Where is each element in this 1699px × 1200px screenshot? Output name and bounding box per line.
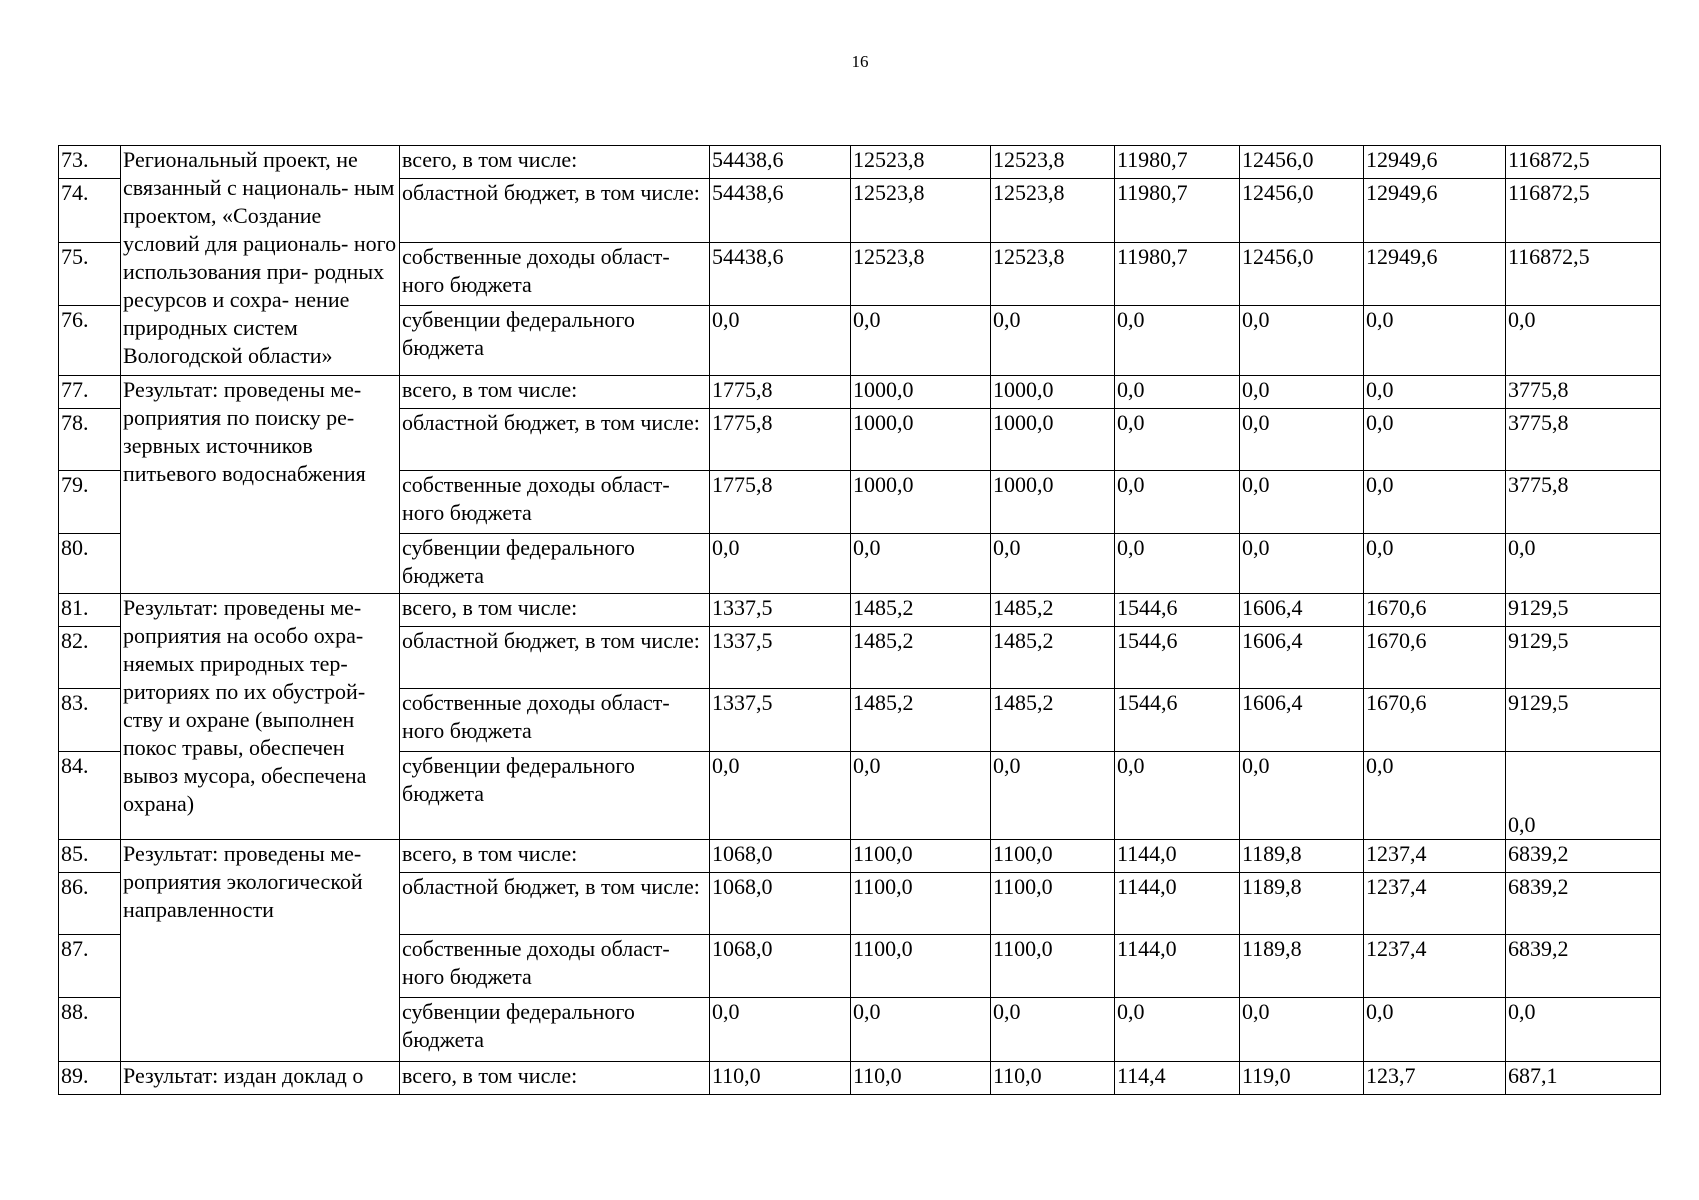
row-number: 85. xyxy=(59,840,121,873)
value-year-3: 0,0 xyxy=(991,534,1115,594)
value-year-1: 1337,5 xyxy=(710,689,851,752)
value-year-4: 1544,6 xyxy=(1115,689,1240,752)
value-year-3: 12523,8 xyxy=(991,179,1115,243)
value-year-5: 119,0 xyxy=(1240,1062,1364,1095)
value-year-4: 1144,0 xyxy=(1115,873,1240,935)
value-year-5: 1606,4 xyxy=(1240,594,1364,627)
value-year-2: 12523,8 xyxy=(851,243,991,306)
value-year-1: 54438,6 xyxy=(710,243,851,306)
value-year-5: 0,0 xyxy=(1240,306,1364,376)
table-row xyxy=(59,840,1661,873)
value-year-3: 110,0 xyxy=(991,1062,1115,1095)
value-total: 6839,2 xyxy=(1506,873,1661,935)
value-year-2: 1485,2 xyxy=(851,627,991,689)
value-year-2: 12523,8 xyxy=(851,146,991,179)
value-year-2: 0,0 xyxy=(851,998,991,1062)
value-year-5: 0,0 xyxy=(1240,998,1364,1062)
value-year-2: 0,0 xyxy=(851,752,991,840)
value-year-5: 0,0 xyxy=(1240,409,1364,471)
value-year-2: 1485,2 xyxy=(851,689,991,752)
value-total: 0,0 xyxy=(1506,998,1661,1062)
value-year-5: 1189,8 xyxy=(1240,935,1364,998)
value-year-4: 1544,6 xyxy=(1115,594,1240,627)
value-total: 9129,5 xyxy=(1506,594,1661,627)
value-year-3: 1100,0 xyxy=(991,873,1115,935)
row-number: 73. xyxy=(59,146,121,179)
value-year-6: 1237,4 xyxy=(1364,935,1506,998)
value-year-1: 1068,0 xyxy=(710,840,851,873)
funding-source: областной бюджет, в том числе: xyxy=(400,179,710,243)
value-total: 687,1 xyxy=(1506,1062,1661,1095)
value-year-5: 12456,0 xyxy=(1240,179,1364,243)
value-total: 6839,2 xyxy=(1506,935,1661,998)
value-year-1: 1775,8 xyxy=(710,471,851,534)
row-number: 79. xyxy=(59,471,121,534)
row-number: 88. xyxy=(59,998,121,1062)
value-year-1: 1068,0 xyxy=(710,935,851,998)
table-body xyxy=(59,146,1661,1095)
value-year-3: 1485,2 xyxy=(991,594,1115,627)
value-year-6: 1670,6 xyxy=(1364,627,1506,689)
row-number: 86. xyxy=(59,873,121,935)
value-year-3: 1000,0 xyxy=(991,409,1115,471)
value-year-1: 0,0 xyxy=(710,752,851,840)
row-number: 74. xyxy=(59,179,121,243)
row-number: 83. xyxy=(59,689,121,752)
value-year-5: 1189,8 xyxy=(1240,840,1364,873)
value-year-6: 0,0 xyxy=(1364,534,1506,594)
row-number: 80. xyxy=(59,534,121,594)
value-total: 0,0 xyxy=(1506,752,1661,840)
value-year-6: 0,0 xyxy=(1364,409,1506,471)
value-total: 6839,2 xyxy=(1506,840,1661,873)
value-year-6: 123,7 xyxy=(1364,1062,1506,1095)
value-total: 116872,5 xyxy=(1506,146,1661,179)
activity-name: Результат: издан доклад о xyxy=(121,1062,400,1095)
funding-source: всего, в том числе: xyxy=(400,376,710,409)
value-year-1: 1337,5 xyxy=(710,627,851,689)
value-year-4: 0,0 xyxy=(1115,306,1240,376)
value-year-6: 12949,6 xyxy=(1364,146,1506,179)
row-number: 84. xyxy=(59,752,121,840)
value-year-6: 0,0 xyxy=(1364,998,1506,1062)
funding-source: всего, в том числе: xyxy=(400,146,710,179)
value-year-1: 110,0 xyxy=(710,1062,851,1095)
value-year-5: 0,0 xyxy=(1240,471,1364,534)
value-year-4: 1144,0 xyxy=(1115,840,1240,873)
value-year-6: 0,0 xyxy=(1364,376,1506,409)
value-year-3: 12523,8 xyxy=(991,146,1115,179)
value-year-4: 1144,0 xyxy=(1115,935,1240,998)
row-number: 87. xyxy=(59,935,121,998)
value-year-6: 0,0 xyxy=(1364,752,1506,840)
value-total: 116872,5 xyxy=(1506,243,1661,306)
value-year-5: 0,0 xyxy=(1240,376,1364,409)
value-year-2: 1000,0 xyxy=(851,376,991,409)
value-year-2: 1000,0 xyxy=(851,409,991,471)
value-year-5: 1606,4 xyxy=(1240,689,1364,752)
funding-source: областной бюджет, в том числе: xyxy=(400,873,710,935)
value-total: 9129,5 xyxy=(1506,627,1661,689)
funding-source: собственные доходы област- ного бюджета xyxy=(400,243,710,306)
value-year-3: 0,0 xyxy=(991,998,1115,1062)
row-number: 78. xyxy=(59,409,121,471)
value-year-1: 1068,0 xyxy=(710,873,851,935)
activity-name: Результат: проведены ме- роприятия экологической направленности xyxy=(121,840,400,1062)
value-year-5: 0,0 xyxy=(1240,534,1364,594)
value-year-4: 0,0 xyxy=(1115,752,1240,840)
value-year-2: 1100,0 xyxy=(851,873,991,935)
value-year-6: 0,0 xyxy=(1364,471,1506,534)
value-year-1: 54438,6 xyxy=(710,179,851,243)
value-year-5: 1189,8 xyxy=(1240,873,1364,935)
value-total: 3775,8 xyxy=(1506,471,1661,534)
value-year-4: 114,4 xyxy=(1115,1062,1240,1095)
page-number: 16 xyxy=(851,52,869,71)
activity-name: Результат: проведены ме- роприятия по поиску ре- зервных источников питьевого водоснабжения xyxy=(121,376,400,594)
value-year-4: 0,0 xyxy=(1115,998,1240,1062)
funding-source: собственные доходы област- ного бюджета xyxy=(400,935,710,998)
value-year-2: 1100,0 xyxy=(851,935,991,998)
funding-source: областной бюджет, в том числе: xyxy=(400,627,710,689)
value-year-1: 1775,8 xyxy=(710,376,851,409)
row-number: 76. xyxy=(59,306,121,376)
row-number: 82. xyxy=(59,627,121,689)
row-number: 81. xyxy=(59,594,121,627)
funding-source: собственные доходы област- ного бюджета xyxy=(400,689,710,752)
value-year-5: 1606,4 xyxy=(1240,627,1364,689)
value-year-6: 12949,6 xyxy=(1364,179,1506,243)
value-total: 9129,5 xyxy=(1506,689,1661,752)
funding-source: всего, в том числе: xyxy=(400,840,710,873)
budget-table xyxy=(58,145,1661,1095)
value-year-5: 12456,0 xyxy=(1240,243,1364,306)
value-total: 0,0 xyxy=(1506,534,1661,594)
funding-source: всего, в том числе: xyxy=(400,594,710,627)
value-year-4: 1544,6 xyxy=(1115,627,1240,689)
funding-source: субвенции федерального бюджета xyxy=(400,306,710,376)
value-year-4: 0,0 xyxy=(1115,471,1240,534)
value-year-2: 1485,2 xyxy=(851,594,991,627)
value-year-2: 0,0 xyxy=(851,306,991,376)
value-year-3: 12523,8 xyxy=(991,243,1115,306)
value-year-3: 1485,2 xyxy=(991,627,1115,689)
table-row xyxy=(59,146,1661,179)
value-year-6: 12949,6 xyxy=(1364,243,1506,306)
value-year-5: 12456,0 xyxy=(1240,146,1364,179)
value-year-3: 1100,0 xyxy=(991,840,1115,873)
value-year-4: 11980,7 xyxy=(1115,146,1240,179)
value-year-2: 1100,0 xyxy=(851,840,991,873)
funding-source: субвенции федерального бюджета xyxy=(400,752,710,840)
row-number: 89. xyxy=(59,1062,121,1095)
value-year-1: 54438,6 xyxy=(710,146,851,179)
value-year-3: 0,0 xyxy=(991,306,1115,376)
value-year-6: 1670,6 xyxy=(1364,689,1506,752)
value-year-1: 1775,8 xyxy=(710,409,851,471)
value-year-4: 11980,7 xyxy=(1115,243,1240,306)
table-row xyxy=(59,594,1661,627)
value-total: 3775,8 xyxy=(1506,376,1661,409)
value-year-3: 1000,0 xyxy=(991,471,1115,534)
table-row xyxy=(59,1062,1661,1095)
value-year-6: 1237,4 xyxy=(1364,840,1506,873)
value-year-5: 0,0 xyxy=(1240,752,1364,840)
value-year-6: 1237,4 xyxy=(1364,873,1506,935)
value-total: 0,0 xyxy=(1506,306,1661,376)
value-year-2: 110,0 xyxy=(851,1062,991,1095)
value-year-1: 1337,5 xyxy=(710,594,851,627)
value-year-3: 1100,0 xyxy=(991,935,1115,998)
funding-source: областной бюджет, в том числе: xyxy=(400,409,710,471)
value-year-4: 0,0 xyxy=(1115,376,1240,409)
table-row xyxy=(59,376,1661,409)
value-year-4: 11980,7 xyxy=(1115,179,1240,243)
value-year-1: 0,0 xyxy=(710,998,851,1062)
funding-source: собственные доходы област- ного бюджета xyxy=(400,471,710,534)
value-year-3: 0,0 xyxy=(991,752,1115,840)
funding-source: субвенции федерального бюджета xyxy=(400,998,710,1062)
value-year-2: 1000,0 xyxy=(851,471,991,534)
activity-name: Региональный проект, не связанный с националь- ным проектом, «Создание условий для рациональ- ного использования при- родных ресурсов и сохра- нение природных систем Вологодской области» xyxy=(121,146,400,376)
value-year-6: 1670,6 xyxy=(1364,594,1506,627)
value-year-4: 0,0 xyxy=(1115,409,1240,471)
value-year-2: 0,0 xyxy=(851,534,991,594)
row-number: 75. xyxy=(59,243,121,306)
value-year-6: 0,0 xyxy=(1364,306,1506,376)
row-number: 77. xyxy=(59,376,121,409)
value-total: 116872,5 xyxy=(1506,179,1661,243)
activity-name: Результат: проведены ме- роприятия на особо охра- няемых природных тер- риториях по их обустрой- ству и охране (выполнен покос травы, обеспечен вывоз мусора, обеспечена охрана) xyxy=(121,594,400,840)
funding-source: всего, в том числе: xyxy=(400,1062,710,1095)
funding-source: субвенции федерального бюджета xyxy=(400,534,710,594)
value-year-3: 1485,2 xyxy=(991,689,1115,752)
value-year-2: 12523,8 xyxy=(851,179,991,243)
value-year-4: 0,0 xyxy=(1115,534,1240,594)
value-total: 3775,8 xyxy=(1506,409,1661,471)
value-year-1: 0,0 xyxy=(710,306,851,376)
value-year-3: 1000,0 xyxy=(991,376,1115,409)
value-year-1: 0,0 xyxy=(710,534,851,594)
